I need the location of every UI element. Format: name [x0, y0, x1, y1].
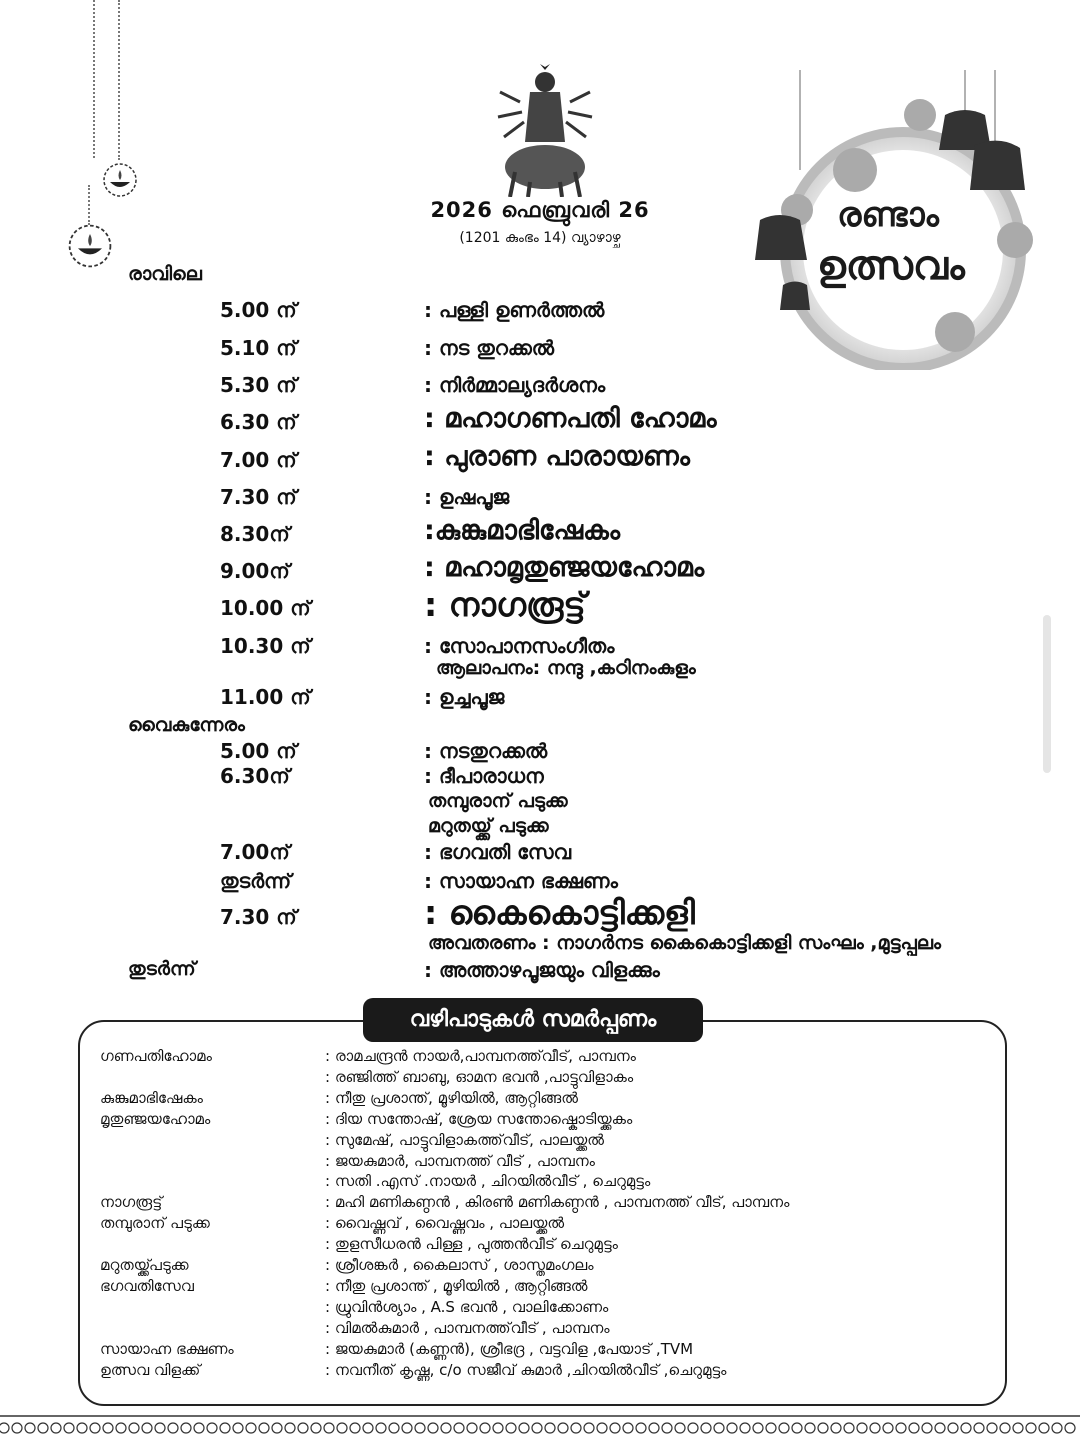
- border-loop: [662, 1423, 672, 1433]
- offering-value: : സുമേഷ്, പാട്ടുവിളാകത്ത്‌വീട്, പാലയ്ക്കൽ: [325, 1131, 604, 1149]
- border-loop: [220, 1423, 230, 1433]
- border-loop: [844, 1423, 854, 1433]
- section-morning: രാവിലെ: [128, 263, 202, 285]
- offering-label: മറുതയ്ക്ക്പടുക്ക: [100, 1256, 189, 1274]
- border-loop: [779, 1423, 789, 1433]
- schedule-event-detail: ആലാപനം: നന്ദു ,കഠിനംകുളം: [436, 657, 696, 679]
- border-loop: [922, 1423, 932, 1433]
- schedule-time: 7.30 ന്: [220, 485, 297, 509]
- offering-value: : വിമൽകുമാർ , പാമ്പനത്ത്‌വീട് , പാമ്പനം: [325, 1319, 610, 1337]
- offering-value: : രഞ്ജിത്ത് ബാബു, ഓമന ഭവൻ ,പാട്ടുവിളാകം: [325, 1068, 634, 1086]
- border-loop: [584, 1423, 594, 1433]
- border-loop: [870, 1423, 880, 1433]
- lamp-chain-left-2: [118, 0, 120, 160]
- border-loop: [259, 1423, 269, 1433]
- border-loop: [38, 1423, 48, 1433]
- event-subdate: (1201 കുംഭം 14) വ്യാഴാഴ്ച: [459, 230, 621, 246]
- border-loop: [285, 1423, 295, 1433]
- border-loop: [298, 1423, 308, 1433]
- schedule-event: : മഹാഗണപതി ഹോമം: [424, 403, 717, 434]
- border-loop: [324, 1423, 334, 1433]
- border-loop: [610, 1423, 620, 1433]
- schedule-event: : നടതുറക്കൽ: [424, 739, 548, 763]
- schedule-time: 9.00ന്: [220, 559, 290, 583]
- schedule-time: തുടർന്ന്: [220, 869, 292, 893]
- offering-label: കുങ്കുമാഭിഷേകം: [100, 1089, 203, 1107]
- oil-lamp-icon: [100, 160, 140, 200]
- border-loop: [532, 1423, 542, 1433]
- schedule-event: : ഉഷപൂജ: [424, 485, 510, 509]
- border-loop: [376, 1423, 386, 1433]
- border-loop: [714, 1423, 724, 1433]
- schedule-event: : നിർമ്മാല്യദർശനം: [424, 373, 606, 397]
- border-loop: [636, 1423, 646, 1433]
- border-loop: [792, 1423, 802, 1433]
- decorative-border-pattern: [0, 1412, 1080, 1440]
- border-loop: [181, 1423, 191, 1433]
- offering-label: തമ്പുരാന് പടുക്ക: [100, 1214, 210, 1232]
- border-loop: [649, 1423, 659, 1433]
- border-loop: [519, 1423, 529, 1433]
- border-loop: [311, 1423, 321, 1433]
- schedule-event: : നട തുറക്കൽ: [424, 336, 555, 360]
- schedule-event: : നാഗരൂട്ട്: [424, 585, 586, 624]
- schedule-event: : പുരാണ പാരായണം: [424, 441, 690, 472]
- border-loop: [766, 1423, 776, 1433]
- border-loop: [129, 1423, 139, 1433]
- border-loop: [12, 1423, 22, 1433]
- offering-value: : ജയകുമാർ, പാമ്പനത്ത് വീട് , പാമ്പനം: [325, 1152, 595, 1170]
- border-loop: [974, 1423, 984, 1433]
- border-loop: [337, 1423, 347, 1433]
- border-loop: [623, 1423, 633, 1433]
- border-loop: [1026, 1423, 1036, 1433]
- border-loop: [571, 1423, 581, 1433]
- border-loop: [90, 1423, 100, 1433]
- schedule-time: 5.30 ന്: [220, 373, 297, 397]
- border-loop: [194, 1423, 204, 1433]
- border-loop: [363, 1423, 373, 1433]
- border-loop: [480, 1423, 490, 1433]
- border-loop: [675, 1423, 685, 1433]
- border-loop: [948, 1423, 958, 1433]
- schedule-time: 7.00ന്: [220, 840, 290, 864]
- offering-value: : നീതു പ്രശാന്ത് , മൂഴിയിൽ , ആറ്റിങ്ങൽ: [325, 1277, 588, 1295]
- offering-value: : മഹി മണികണ്ഠൻ , കിരൺ മണികണ്ഠൻ , പാമ്പനത്ത് വീട്, പാമ്പനം: [325, 1193, 790, 1211]
- offering-label: നാഗരൂട്ട്: [100, 1193, 163, 1211]
- schedule-event: : അത്താഴപൂജയും വിളക്കും: [424, 958, 660, 982]
- border-loop: [168, 1423, 178, 1433]
- border-loop: [727, 1423, 737, 1433]
- border-loop: [51, 1423, 61, 1433]
- event-date: 2026 ഫെബ്രുവരി 26: [430, 198, 650, 222]
- border-loop: [909, 1423, 919, 1433]
- border-loop: [1039, 1423, 1049, 1433]
- emblem-line-2: ഉത്സവം: [817, 242, 965, 289]
- scrollbar[interactable]: [1043, 615, 1051, 773]
- border-loop: [350, 1423, 360, 1433]
- schedule-event: : ഉച്ചപൂജ: [424, 685, 505, 709]
- border-loop: [103, 1423, 113, 1433]
- offering-value: : നവനീത് കൃഷ്ണ, c/o സജീവ് കുമാർ ,ചിറയിൽവീട് ,ചെറുമുട്ടം: [325, 1361, 727, 1379]
- border-loop: [1013, 1423, 1023, 1433]
- border-loop: [493, 1423, 503, 1433]
- border-loop: [753, 1423, 763, 1433]
- border-loop: [389, 1423, 399, 1433]
- schedule-time: 10.30 ന്: [220, 634, 311, 658]
- border-loop: [415, 1423, 425, 1433]
- offering-value: : വൈഷ്ണവ് , വൈഷ്ണവം , പാലയ്ക്കൽ: [325, 1214, 565, 1232]
- border-loop: [272, 1423, 282, 1433]
- offering-value: : രാമചന്ദ്രൻ നായർ,പാമ്പനത്ത്‌വീട്, പാമ്പനം: [325, 1047, 636, 1065]
- section-evening: വൈകുന്നേരം: [128, 714, 245, 736]
- offering-label: സായാഹ്ന ഭക്ഷണം: [100, 1340, 234, 1358]
- offering-value: : സതി .എസ് .നായർ , ചിറയിൽവീട് , ചെറുമുട്ടം: [325, 1172, 651, 1190]
- border-loop: [116, 1423, 126, 1433]
- offering-value: : ശ്രീശങ്കർ , കൈലാസ് , ശാസ്തമംഗലം: [325, 1256, 594, 1274]
- offering-value: : ദിയ സന്തോഷ്, ശ്രേയ സന്തോഷ്കൊടിയ്ക്കകം: [325, 1110, 633, 1128]
- border-loop: [1065, 1423, 1075, 1433]
- border-loop: [818, 1423, 828, 1433]
- border-loop: [857, 1423, 867, 1433]
- schedule-time: 7.30 ന്: [220, 905, 297, 929]
- schedule-event: : ഭഗവതി സേവ: [424, 840, 572, 864]
- border-loop: [402, 1423, 412, 1433]
- schedule-time: 5.00 ന്: [220, 739, 297, 763]
- goddess-on-lion-illustration: [490, 62, 600, 197]
- festival-emblem: [755, 70, 1055, 370]
- emblem-line-1: രണ്ടാം: [837, 195, 939, 235]
- schedule-time: 10.00 ന്: [220, 596, 311, 620]
- border-loop: [506, 1423, 516, 1433]
- schedule-time: 7.00 ന്: [220, 448, 297, 472]
- border-loop: [233, 1423, 243, 1433]
- offering-value: : നീതു പ്രശാന്ത്, മൂഴിയിൽ, ആറ്റിങ്ങൽ: [325, 1089, 578, 1107]
- offering-label: മൃതുഞ്ജയഹോമം: [100, 1110, 211, 1128]
- schedule-event: : സായാഹ്ന ഭക്ഷണം: [424, 869, 618, 893]
- schedule-time: 5.10 ന്: [220, 336, 297, 360]
- border-loop: [25, 1423, 35, 1433]
- schedule-time: 11.00 ന്: [220, 685, 311, 709]
- schedule-event: : കൈകൊട്ടിക്കളി: [424, 893, 695, 932]
- border-loop: [441, 1423, 451, 1433]
- border-loop: [428, 1423, 438, 1433]
- border-loop: [831, 1423, 841, 1433]
- offerings-title: വഴിപാടുകൾ സമർപ്പണം: [363, 998, 703, 1042]
- offering-value: : ധ്രുവിൻശ്യാം , A.S ഭവൻ , വാലിക്കോണം: [325, 1298, 609, 1316]
- schedule-event: : ദീപാരാധന: [424, 764, 544, 788]
- schedule-time: 5.00 ന്: [220, 298, 297, 322]
- schedule-event-detail: മറുതയ്ക്ക് പടുക്ക: [428, 815, 549, 837]
- schedule-event: : സോപാനസംഗീതം: [424, 634, 615, 658]
- border-loop: [961, 1423, 971, 1433]
- border-loop: [740, 1423, 750, 1433]
- border-loop: [935, 1423, 945, 1433]
- border-loop: [805, 1423, 815, 1433]
- lamp-chain-left-1: [93, 0, 95, 158]
- schedule-time: 6.30ന്: [220, 764, 290, 788]
- schedule-event: :കുങ്കുമാഭിഷേകം: [424, 515, 621, 546]
- border-loop: [142, 1423, 152, 1433]
- offering-label: ഭഗവതിസേവ: [100, 1277, 194, 1295]
- schedule-event-detail: തമ്പുരാന് പടുക്ക: [428, 790, 568, 812]
- border-loop: [155, 1423, 165, 1433]
- border-loop: [454, 1423, 464, 1433]
- border-loop: [545, 1423, 555, 1433]
- offering-value: : ജയകുമാർ (കണ്ണൻ), ശ്രീഭദ്ര , വട്ടവിള ,പേയാട് ,TVM: [325, 1340, 694, 1358]
- border-loop: [883, 1423, 893, 1433]
- border-loop: [1052, 1423, 1062, 1433]
- section-continue: തുടർന്ന്: [128, 958, 196, 980]
- schedule-event: : പള്ളി ഉണർത്തൽ: [424, 298, 605, 322]
- border-loop: [597, 1423, 607, 1433]
- border-loop: [987, 1423, 997, 1433]
- schedule-event: : മഹാമൃതുഞ്ജയഹോമം: [424, 552, 705, 583]
- border-loop: [77, 1423, 87, 1433]
- border-loop: [467, 1423, 477, 1433]
- offering-label: ഉത്സവ വിളക്ക്: [100, 1361, 201, 1379]
- border-loop: [701, 1423, 711, 1433]
- schedule-time: 8.30ന്: [220, 522, 290, 546]
- border-loop: [64, 1423, 74, 1433]
- border-loop: [246, 1423, 256, 1433]
- schedule-time: 6.30 ന്: [220, 410, 297, 434]
- schedule-event-detail: അവതരണം : നാഗർനട കൈകൊട്ടിക്കളി സംഘം ,മുട്ടപ്പലം: [428, 932, 942, 954]
- border-loop: [688, 1423, 698, 1433]
- border-loop: [0, 1423, 9, 1433]
- offering-value: : തുളസീധരൻ പിള്ള , പുത്തൻവീട് ചെറുമുട്ടം: [325, 1235, 618, 1253]
- border-loop: [207, 1423, 217, 1433]
- offering-label: ഗണപതിഹോമം: [100, 1047, 212, 1065]
- border-loop: [558, 1423, 568, 1433]
- border-loop: [896, 1423, 906, 1433]
- border-loop: [1000, 1423, 1010, 1433]
